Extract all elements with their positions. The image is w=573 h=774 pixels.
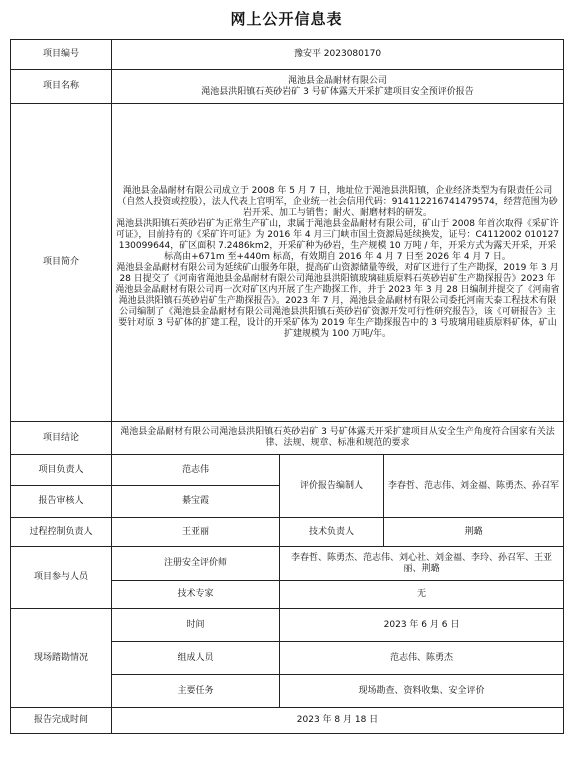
row-survey-time	[11, 609, 564, 642]
row-conclusion	[11, 422, 564, 455]
row-completion	[11, 708, 564, 734]
row-project-no	[11, 40, 564, 70]
survey-tasks-label: 主要任务	[112, 675, 280, 708]
project-intro-value	[112, 104, 564, 422]
row-project-intro	[11, 104, 564, 422]
survey-tasks-value: 现场勘查、资料收集、安全评价	[280, 675, 564, 708]
conclusion-label: 项目结论	[11, 422, 112, 455]
completion-value: 2023 年 8 月 18 日	[112, 708, 564, 734]
intro-paragraph: 渑池县金晶耐材有限公司为延续矿山服务年限，提高矿山资源储量等级，对矿区进行了生产勘探，2019 年 3 月 28 日提交了《河南省渑池县金晶耐材有限公司渑池县洪阳镇玻璃硅质原料石英砂岩矿生产勘探报告》2023 年渑池县金晶耐材有限公司再一次对矿区内开展了生产勘探工作，并于 2023 年 3 月 28 日编制并提交了《河南省渑池县洪阳镇石英砂岩矿生产勘探报告》。2023 年 7 月，渑池县金晶耐材有限公司委托河南天泰工程技术有限公司编制了《渑池县金晶耐材有限公司渑池县洪阳镇石英砂岩矿资源开发可行性研究报告》，该《可研报告》主要针对原 3 号矿体的扩建工程，设计的开采矿体为 2019 年生产勘探报告中的 3 号玻璃用硅质原料矿体，矿山扩建规模为 100 万吨/年。	[115, 262, 560, 339]
project-name-line1: 渑池县金晶耐材有限公司	[287, 75, 387, 86]
row-process-controller	[11, 518, 564, 547]
registered-assessors-label: 注册安全评价师	[112, 547, 280, 581]
tech-expert-value: 无	[280, 581, 564, 609]
project-name-line2: 渑池县洪阳镇石英砂岩矿 3 号矿体露天开采扩建项目安全预评价报告	[201, 86, 474, 97]
process-controller-label: 过程控制负责人	[11, 518, 112, 547]
project-name-label: 项目名称	[11, 70, 112, 104]
report-reviewer-label: 报告审核人	[11, 486, 112, 518]
survey-label: 现场踏勘情况	[11, 609, 112, 708]
project-name-value	[112, 70, 564, 104]
completion-label: 报告完成时间	[11, 708, 112, 734]
tech-leader-value: 荆璐	[384, 518, 564, 547]
registered-assessors-value: 李春哲、陈勇杰、范志伟、刘心社、刘金福、李玲、孙召军、王亚丽、荆璐	[280, 547, 564, 581]
project-leader-value: 范志伟	[112, 455, 280, 486]
row-registered-assessors	[11, 547, 564, 581]
row-project-name	[11, 70, 564, 104]
project-intro-label: 项目简介	[11, 104, 112, 422]
participants-label: 项目参与人员	[11, 547, 112, 609]
report-editors-value: 李春哲、范志伟、刘金福、陈勇杰、孙召军	[384, 455, 564, 518]
survey-time-value: 2023 年 6 月 6 日	[280, 609, 564, 642]
info-table	[10, 39, 564, 734]
project-leader-label: 项目负责人	[11, 455, 112, 486]
process-controller-value: 王亚丽	[112, 518, 280, 547]
page-title: 网上公开信息表	[230, 10, 343, 28]
conclusion-value: 渑池县金晶耐材有限公司渑池县洪阳镇石英砂岩矿 3 号矿体露天开采扩建项目从安全生产角度符合国家有关法律、法规、规章、标准和规范的要求	[112, 422, 564, 455]
survey-members-value: 范志伟、陈勇杰	[280, 642, 564, 675]
report-reviewer-value: 綦宝霞	[112, 486, 280, 518]
intro-paragraph: 渑池县金晶耐材有限公司成立于 2008 年 5 月 7 日，地址位于渑池县洪阳镇，企业经济类型为有限责任公司（自然人投资或控股），法人代表上官明军，企业统一社会信用代码：914112216741479574，经营范围为砂岩开采、加工与销售；耐火、耐磨材料的研发。	[117, 185, 558, 218]
survey-time-label: 时间	[112, 609, 280, 642]
row-project-leader	[11, 455, 564, 486]
project-no-value: 豫安平 2023080170	[112, 40, 564, 70]
survey-members-label: 组成人员	[112, 642, 280, 675]
tech-leader-label: 技术负责人	[280, 518, 384, 547]
project-no-label: 项目编号	[11, 40, 112, 70]
report-editors-label: 评价报告编制人	[280, 455, 384, 518]
tech-expert-label: 技术专家	[112, 581, 280, 609]
intro-paragraph: 渑池县洪阳镇石英砂岩矿为正常生产矿山，隶属于渑池县金晶耐材有限公司，矿山于 2008 年首次取得《采矿许可证》，目前持有的《采矿许可证》为 2016 年 4 月三门峡市国土资源局延续换发，证号：C4112002 010127130099644，矿区面积 7.2486km2，开采矿种为砂岩，生产规模 10 万吨 / 年，开采方式为露天开采，开采标高由+671m 至+440m 标高，有效期自 2016 年 4 月 7 日至 2026 年 4 月 7 日。	[115, 218, 560, 262]
